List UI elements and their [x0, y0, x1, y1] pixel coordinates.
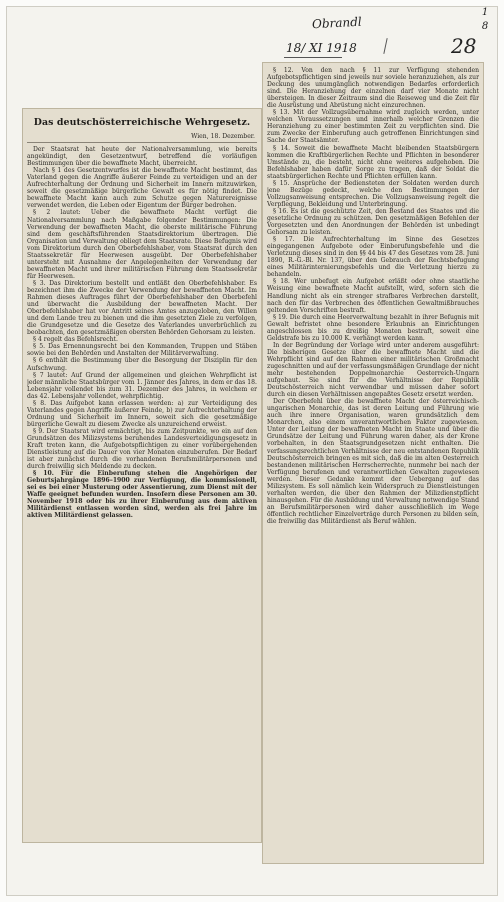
- article-title: Das deutschösterreichische Wehrgesetz.: [33, 117, 251, 128]
- handwritten-corner-mark: 1 8: [481, 7, 489, 32]
- handwritten-page-number: 28: [451, 34, 477, 58]
- article-paragraph: § 4 regelt das Befehlsrecht.: [33, 336, 118, 344]
- handwritten-date: 18/ XI 1918: [286, 41, 357, 55]
- article-paragraph: § 8. Das Aufgebot kann erlassen werden: a) zur Verteidigung des Vaterlandes gegen Angriffe äußerer Feinde, b) zur Aufrechterhaltung der Ordnung und Sicherheit im Innern, soweit sich die gesetzmäßige bürgerliche Gewalt zu diesem Zwecke als unzureichend erweist.: [27, 399, 257, 428]
- newspaper-clipping-right: [262, 62, 484, 864]
- article-paragraph: Der Oberbefehl über die bewaffnete Macht der österreichisch-ungarischen Monarchie, das ist deren Leitung und Führung wie auch ihre innere Organisation, waren grundsätzlich dem Monarchen, also einem unverantwortlichen Faktor zugewiesen. Unter der Leitung der bewaffneten Macht im Staate und über die Grundsätze der Leitung und Führung waren daher, als der Krone vorbehalten, in den Staatsgrundgesetzen nicht enthalten. Die verfassungsrechtlichen Verhältnisse der neu entstandenen Republik Deutschösterreich bringen es mit sich, daß die im alten Oesterreich bestandenen militärischen Herrscherrechte, nunmehr bei nach der Verfügung berufenen und verantwortlichen Gewalten zugewiesen werden. Dieser Gedanke kommt der Uebergang auf das Milizsystem. Es soll nämlich kein Widerspruch zu Dienstleistungen verhalten werden, die über den Rahmen der Milizdienstpflicht hinausgehen. Für die Ausbildung und Verwaltung notwendige Stand an Berufsmilitärpersonen wird daher ausschließlich im Wege öffentlich rechtlicher Einzelverträge durch Personen zu bilden sein, die freiwillig das Militärdienst als Beruf wählen.: [267, 398, 479, 525]
- article-paragraph: § 12. Von den nach § 11 zur Verfügung stehenden Aufgebotspflichtigen sind jeweils nur soviele heranzuziehen, als zur Deckung des unumgänglich notwendigen Bedarfes erforderlich sind. Die Heranziehung der einzelnen darf vier Monate nicht übersteigen. In dieser Zeitraum sind die Reiseweg und die Zeit für die Ausrüstung und Abrüstung nicht einzurechnen.: [267, 67, 479, 110]
- handwritten-signature: Obrandl: [311, 14, 363, 32]
- newspaper-clipping-left: [22, 108, 262, 843]
- article-paragraph: § 13. Mit der Vollzugsübernahme wird zugleich werden, unter welchen Voraussetzungen und innerhalb welcher Grenzen die Heranziehung zu einer bestimmten Zeit zu verpflichten sind. Die zum Zwecke der Einberufung auch getroffenen Einrichtungen sind Sache der Staatsämter.: [267, 109, 479, 145]
- article-paragraph: § 9. Der Staatsrat wird ermächtigt, bis zum Zeitpunkte, wo ein auf den Grundsätzen des Milizsystems beruhendes Landesverteidigungsgesetz in Kraft treten kann, die Aufgebotspflichtigen zu einer vorübergehenden Dienstleistung auf die Dauer von vier Monaten einzuberufen. Der Bedarf ist aber zunächst durch die vorhandenen Berufsmilitärpersonen und durch freiwillig sich Meldende zu decken.: [27, 427, 257, 471]
- pencil-underline: [284, 57, 342, 58]
- article-paragraph: § 17. Die Aufrechterhaltung im Sinne des Gesetzes eingegangenen Aufgebote oder Einberufungsbefehle und die Verletzung dieses sind in den §§ 44 bis 47 des Gesetzes vom 28. Juni 1890, R.-G.-Bl. Nr. 137, über den Gebrauch der Rechtsbefugung eines Militärinternierungsbefehls und die Verletzung hierzu zu behandeln.: [267, 236, 479, 279]
- article-paragraph: § 19. Die durch eine Heerverwaltung bezahlt in ihrer Befugnis mit Gewalt befristet ohne besondere Erlaubnis an Einrichtungen angeschlossen bis zu dreißig Monaten bestraft, soweit eine Geldstrafe bis zu 10.000 K. verhängt werden kann.: [267, 313, 479, 342]
- article-paragraph: § 5. Das Ernennungsrecht bei den Kommanden, Truppen und Stäben sowie bei den Behörden und Anstalten der Militärverwaltung.: [27, 343, 257, 358]
- article-paragraph: Der Staatsrat hat heute der Nationalversammlung, wie bereits angekündigt, den Gesetzentwurf, betreffend die vorläufigen Bestimmungen über die bewaffnete Macht, überreicht.: [27, 146, 257, 168]
- article-paragraph: § 6 enthält die Bestimmung über die Besorgung der Disziplin für den Aufschwung.: [27, 357, 257, 372]
- article-paragraph: § 7 lautet: Auf Grund der allgemeinen und gleichen Wehrpflicht ist jeder männliche Staatsbürger vom 1. Jänner des Jahres, in dem er das 18. Lebensjahr vollendet bis zum 31. Dezember des Jahres, in welchem er das 42. Lebensjahr vollendet, wehrpflichtig.: [27, 371, 257, 400]
- article-paragraph: § 10. Für die Einberufung stehen die Angehörigen der Geburtsjahrgänge 1896–1900 zur Verfügung, die kommissionell, sei es bei einer Musterung oder Assentierung, zum Dienst mit der Waffe geeignet befunden wurden. Insofern diese Personen am 30. November 1918 oder bis zu ihrer Einberufung aus dem aktiven Militärdienst entlassen worden sind, werden als frei Jahre im aktiven Militärdienst gelassen.: [27, 470, 257, 520]
- article-paragraph: In der Begründung der Vorlage wird unter anderem ausgeführt: Die bisherigen Gesetze über die bewaffnete Macht und die Wehrpflicht sind auf den Rahmen einer militärischen Großmacht zugeschnitten und auf der verfassungsmäßigen Grundlage der nicht mehr bestehenden Doppelmonarchie Oesterreich-Ungarn aufgebaut. Sie sind für die Verhältnisse der Republik Deutschösterreich nicht verwendbar und müssen daher sofort durch ein diesen Verhältnissen angepaßtes Gesetz ersetzt werden.: [267, 341, 479, 399]
- article-paragraph: § 14. Soweit die bewaffnete Macht bleibenden Staatsbürgern kommen die Kraftbürgerlichen Rechte und Pflichten in besonderer Umstände zu, die besteht, nicht ohne weiteres aufgehoben. Die Befehlshaber haben dafür Sorge zu tragen, daß der Soldat die staatsbürgerlichen Rechte und Pflichten erfüllen kann.: [267, 144, 479, 180]
- article-column-left: [27, 113, 257, 838]
- article-paragraph: § 16. Es ist die geschützte Zeit, den Bestand des Staates und die gesetzliche Ordnung zu schützen. Den gesetzmäßigen Befehlen der Vorgesetzten und den Anordnungen der Behörden ist unbedingt Gehorsam zu leisten.: [267, 207, 479, 237]
- article-paragraph: § 15. Ansprüche der Bediensteten der Soldaten werden durch jene Bezüge gedeckt, welche den Bestimmungen der Vollzugsanweisung entsprechen. Die Vollzugsanweisung regelt die Verpflegung, Bekleidung und Unterbringung.: [267, 179, 479, 208]
- article-paragraph: § 3. Das Direktorium bestellt und entläßt den Oberbefehlshaber. Es bezeichnet ihm die Zwecke der Verwendung der bewaffneten Macht. Im Rahmen dieses Auftrages führt der Oberbefehlshaber den Oberbefehl und überwacht die Ausbildung der bewaffneten Macht. Der Oberbefehlshaber hat vor Antritt seines Amtes anzugeloben, den Willen und dem Lande treu zu bienen und die ihm gesetzten Ziele zu verfolgen, die Grundgesetze und die Gesetze des Vaterlandes unverbrüchlich zu beobachten, den gesetzmäßigen obersten Behörden Gehorsam zu leisten.: [27, 279, 257, 337]
- divider: [27, 142, 257, 143]
- article-paragraph: § 18. Wer unbefugt ein Aufgebot erläßt oder ohne staatliche Weisung eine bewaffnete Macht aufstellt, wird, sofern sich die Handlung nicht als ein strenger strafbares Verbrechen darstellt, nach den für das Verbrechen des öffentlichen Gewaltmißbrauches geltenden Vorschriften bestraft.: [267, 278, 479, 314]
- article-paragraph: Nach § 1 des Gesetzentwurfes ist die bewaffnete Macht bestimmt, das Vaterland gegen die Angriffe äußerer Feinde zu verteidigen und an der Aufrechterhaltung der Ordnung und Sicherheit im Innern mitzuwirken, soweit die gesetzmäßige bürgerliche Gewalt es für nötig findet. Die bewaffnete Macht kann auch zum Schutze gegen Naturereignisse verwendet werden, die Leben oder Eigentum der Bürger bedrohen.: [27, 167, 257, 210]
- article-paragraph: § 2 lautet: Ueber die bewaffnete Macht verfügt die Nationalversammlung nach Maßgabe folgender Bestimmungen: Die Verwendung der bewaffneten Macht, die oberste militärische Führung sind dem geschäftsführenden Staatsdirektorium übertragen. Die Organisation und Verwaltung obliegt dem Staatsrate. Diese Befugnis wird vom Direktorium durch den Oberbefehlshaber, vom Staatsrat durch den Staatssekretär für Heerwesen ausgeübt. Der Oberbefehlshaber untersteht mit Ausnahme der Angelegenheiten der Verwendung der bewaffneten Macht und ihrer militärischen Führung dem Staatssekretär für Heerwesen.: [27, 209, 257, 280]
- article-dateline: Wien, 18. Dezember.: [191, 133, 255, 140]
- article-column-right: [267, 67, 479, 859]
